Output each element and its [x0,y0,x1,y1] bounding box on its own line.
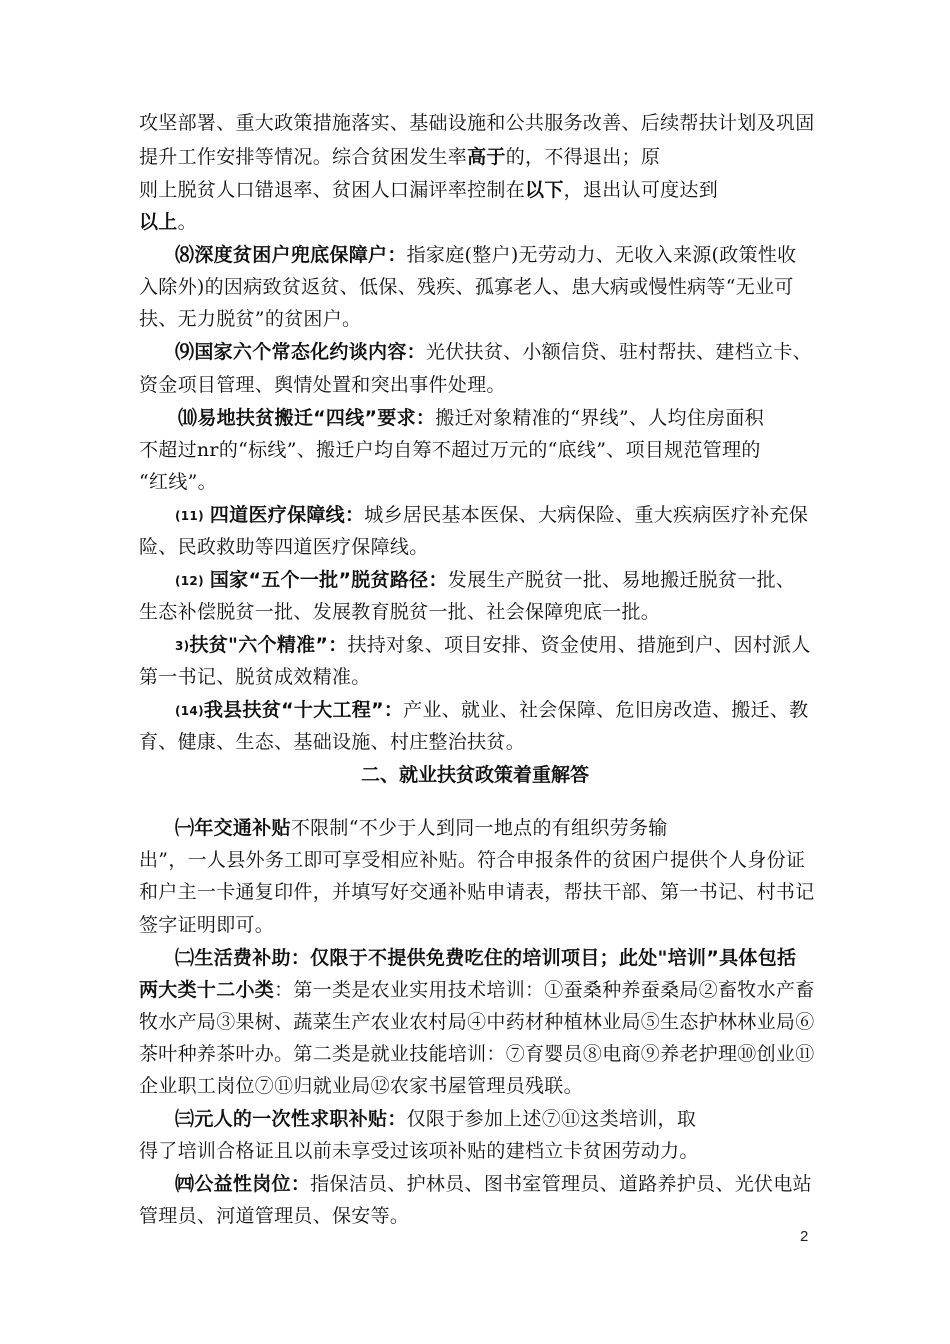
item-title: 元人的一次性求职补贴： [194,1108,407,1130]
item-10-line: “红线”。 [139,471,217,493]
item-title: 易地扶贫搬迁“四线”要求： [197,407,436,429]
section-item-2-line: 两大类十二小类：第一类是农业实用技术培训：①蚕桑种养蚕桑局②畜牧水产畜 [139,979,815,1001]
item-title: 生活费补助：仅限于不提供免费吃住的培训项目；此处"培训”具体包括 [194,947,797,969]
item-13-line: 3)扶贫"六个精准”：扶持对象、项目安排、资金使用、措施到户、因村派人 [175,634,811,656]
section-item-1-line: ㈠年交通补贴不限制“不少于人到同一地点的有组织劳务输 [175,817,668,839]
paragraph-line: 以上。 [139,211,197,233]
item-title: 国家六个常态化约谈内容： [194,341,426,363]
section-item-2-line: 牧水产局③果树、蔬菜生产农业农村局④中药材种植林业局⑤生态护林林业局⑥ [139,1011,815,1033]
page-number: 2 [800,1228,809,1245]
item-marker: (12) [175,574,204,588]
item-marker: ㈡ [175,947,195,969]
item-13-line: 第一书记、脱贫成效精准。 [139,666,371,688]
section-item-3-line: 得了培训合格证且以前未享受过该项补贴的建档立卡贫困劳动力。 [139,1140,699,1162]
item-title: 公益性岗位： [194,1173,311,1195]
section-item-2-line: 茶叶种养茶叶办。第二类是就业技能培训：⑦育婴员⑧电商⑨养老护理⑩创业⑪ [139,1043,815,1065]
section-heading: 二、就业扶贫政策着重解答 [360,764,589,786]
item-marker: ㈢ [175,1108,195,1130]
item-8-line: 扶、无力脱贫”的贫困户。 [139,308,362,330]
item-8-line: ⑻深度贫困户兜底保障户：指家庭(整户)无劳动力、无收入来源(政策性收 [175,244,797,266]
section-item-1-line: 签字证明即可。 [139,914,275,936]
item-9-line: 资金项目管理、舆情处置和突出事件处理。 [139,374,506,396]
paragraph-line: 攻坚部署、重大政策措施落实、基础设施和公共服务改善、后续帮扶计划及巩固 [139,112,815,134]
paragraph-line: 则上脱贫人口错退率、贫困人口漏评率控制在以下，退出认可度达到 [139,179,719,201]
section-item-1-line: 和户主一卡通复印件，并填写好交通补贴申请表，帮扶干部、第一书记、村书记 [139,881,815,903]
section-item-2-line: 企业职工岗位⑦⑪归就业局⑫农家书屋管理员残联。 [139,1075,583,1097]
item-marker: (14) [175,704,204,718]
section-item-2-line [175,943,796,973]
item-title: 年交通补贴 [194,817,291,839]
item-14-line: (14)我县扶贫“十大工程”：产业、就业、社会保障、危旧房改造、搬迁、教 [175,699,809,721]
item-12-line: 生态补偿脱贫一批、发展教育脱贫一批、社会保障兜底一批。 [139,601,661,623]
item-title: 深度贫困户兜底保障户： [194,244,407,266]
item-14-line: 育、健康、生态、基础设施、村庄整治扶贫。 [139,731,526,753]
item-12-line: (12) 国家“五个一批”脱贫路径：发展生产脱贫一批、易地搬迁脱贫一批、 [175,569,796,591]
item-marker: ㈠ [175,817,195,839]
paragraph-line: 提升工作安排等情况。综合贫困发生率高于的，不得退出；原 [139,146,661,168]
section-item-3-line: ㈢元人的一次性求职补贴：仅限于参加上述⑦⑪这类培训，取 [175,1108,697,1130]
item-title: 扶贫"六个精准”： [189,634,348,656]
section-item-1-line: 出”，一人县外务工即可享受相应补贴。符合申报条件的贫困户提供个人身份证 [139,849,806,871]
item-9-line: ⑼国家六个常态化约谈内容：光伏扶贫、小额信贷、驻村帮扶、建档立卡、 [175,341,812,363]
item-title: 四道医疗保障线： [209,504,365,526]
item-11-line: (11) 四道医疗保障线：城乡居民基本医保、大病保险、重大疾病医疗补充保 [175,504,809,526]
item-marker: 3) [175,639,190,653]
item-8-line: 入除外)的因病致贫返贫、低保、残疾、孤寡老人、患大病或慢性病等“无业可 [139,276,794,298]
item-marker: ㈣ [175,1173,195,1195]
item-marker: ⑼ [175,341,195,363]
item-marker: ⑻ [175,244,195,266]
item-marker: ⑽ [178,407,198,429]
item-marker: (11) [175,509,204,523]
item-10-line: 不超过nr的“标线”、搬迁户均自筹不超过万元的“底线”、项目规范管理的 [139,439,761,461]
item-11-line: 险、民政救助等四道医疗保障线。 [139,536,429,558]
item-10-line: ⑽易地扶贫搬迁“四线”要求：搬迁对象精准的“界线”、人均住房面积 [178,407,765,429]
section-item-4-line: ㈣公益性岗位：指保洁员、护林员、图书室管理员、道路养护员、光伏电站 [175,1173,812,1195]
section-item-4-line: 管理员、河道管理员、保安等。 [139,1205,410,1227]
item-title: 国家“五个一批”脱贫路径： [209,569,448,591]
item-title: 我县扶贫“十大工程”： [203,699,404,721]
